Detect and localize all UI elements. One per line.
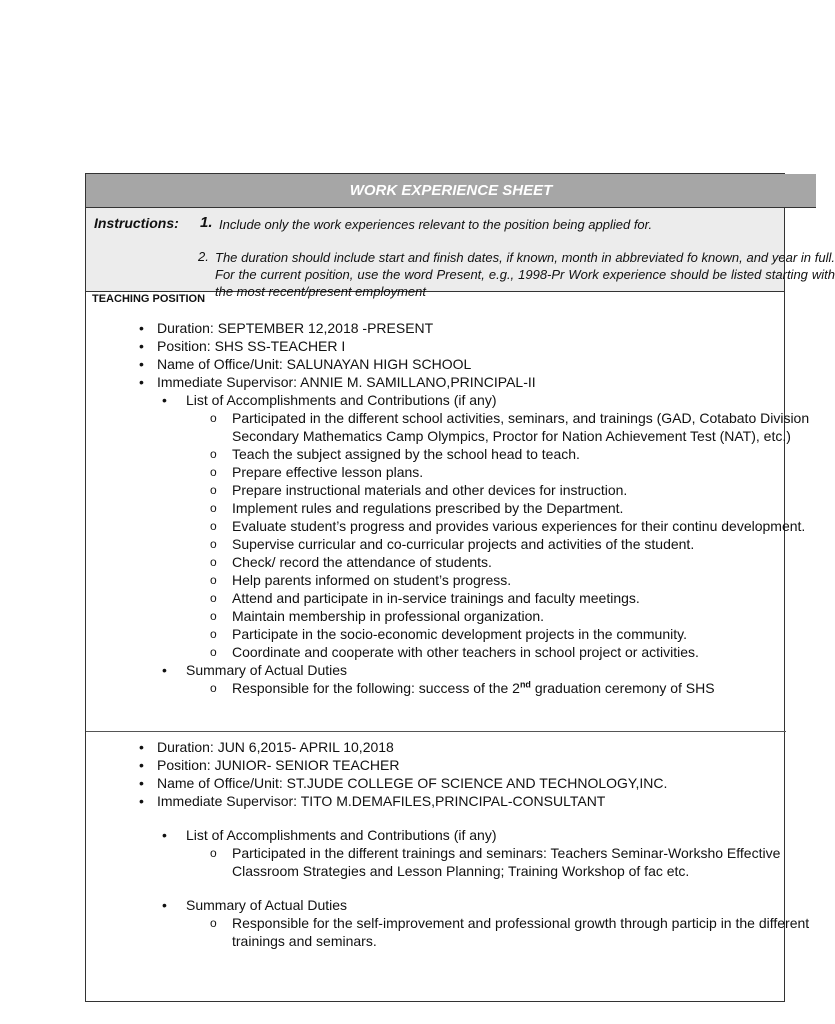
job2-summary-label: • Summary of Actual Duties [86, 896, 816, 914]
job2-accomplishments-label: • List of Accomplishments and Contributions (if any) [86, 826, 816, 844]
job2-summary-item: o Responsible for the self-improvement and professional growth through particip in the different trainings and seminars. [86, 914, 816, 950]
job1-accomplishment-item: o Maintain membership in professional organization. [86, 607, 816, 625]
job1-accomplishment-item: o Help parents informed on student’s progress. [86, 571, 816, 589]
job1-accomplishments-label: • List of Accomplishments and Contributions (if any) [86, 391, 816, 409]
job1-accomplishment-item: o Participate in the socio-economic development projects in the community. [86, 625, 816, 643]
job1-accomplishment-item: o Prepare effective lesson plans. [86, 463, 816, 481]
job1-position: • Position: SHS SS-TEACHER I [86, 337, 816, 355]
job-entry-1 [86, 319, 816, 697]
job2-supervisor: • Immediate Supervisor: TITO M.DEMAFILES,PRINCIPAL-CONSULTANT [86, 792, 816, 810]
job2-office: • Name of Office/Unit: ST.JUDE COLLEGE OF SCIENCE AND TECHNOLOGY,INC. [86, 774, 816, 792]
job1-accomplishment-item: o Prepare instructional materials and other devices for instruction. [86, 481, 816, 499]
instruction-1-number: 1. [200, 214, 213, 231]
instruction-2-number: 2. [198, 249, 209, 264]
section-heading: TEACHING POSITION [92, 293, 206, 305]
instructions-label: Instructions: [94, 215, 179, 231]
sheet-title: WORK EXPERIENCE SHEET [86, 174, 816, 208]
job1-duration: • Duration: SEPTEMBER 12,2018 -PRESENT [86, 319, 816, 337]
job1-accomplishment-item: o Check/ record the attendance of students. [86, 553, 816, 571]
job1-accomplishment-item: o Supervise curricular and co-curricular projects and activities of the student. [86, 535, 816, 553]
job1-accomplishment-item: o Attend and participate in in-service trainings and faculty meetings. [86, 589, 816, 607]
job-entry-2 [86, 738, 816, 950]
job1-supervisor: • Immediate Supervisor: ANNIE M. SAMILLANO,PRINCIPAL-II [86, 373, 816, 391]
instruction-1-text: Include only the work experiences relevant to the position being applied for. [219, 217, 653, 232]
job1-accomplishment-item: o Participated in the different school activities, seminars, and trainings (GAD, Cotabato Division Secondary Mathematics Camp Olympics, Proctor for Nation Achievement Test (NAT), etc.) [86, 409, 816, 445]
work-experience-sheet [85, 173, 835, 1002]
instruction-2-text: The duration should include start and finish dates, if known, month in abbreviated fo known, and year in full. For the current position, use the word Present, e.g., 1998-Pr Work experience should be listed starting with the most recent/present employment [215, 250, 835, 299]
job1-accomplishments-list [86, 409, 816, 661]
job2-position: • Position: JUNIOR- SENIOR TEACHER [86, 756, 816, 774]
job1-summary-post: graduation ceremony of SHS [530, 680, 715, 696]
job1-accomplishment-item: o Evaluate student’s progress and provides various experiences for their continu development. [86, 517, 816, 535]
job1-accomplishment-item: o Teach the subject assigned by the school head to teach. [86, 445, 816, 463]
job1-summary-item [86, 679, 816, 697]
job2-duration: • Duration: JUN 6,2015- APRIL 10,2018 [86, 738, 816, 756]
entry-divider [86, 731, 786, 732]
job1-accomplishment-item: o Implement rules and regulations prescribed by the Department. [86, 499, 816, 517]
job1-accomplishment-item: o Coordinate and cooperate with other teachers in school project or activities. [86, 643, 816, 661]
job2-accomplishment-item: o Participated in the different trainings and seminars: Teachers Seminar-Worksho Effective Classroom Strategies and Lesson Planning; Training Workshop of fac etc. [86, 844, 816, 880]
job1-summary-pre: Responsible for the following: success of the 2 [232, 680, 520, 696]
job1-summary-sup: nd [519, 679, 531, 690]
job1-summary-label: • Summary of Actual Duties [86, 661, 816, 679]
job1-office: • Name of Office/Unit: SALUNAYAN HIGH SCHOOL [86, 355, 816, 373]
